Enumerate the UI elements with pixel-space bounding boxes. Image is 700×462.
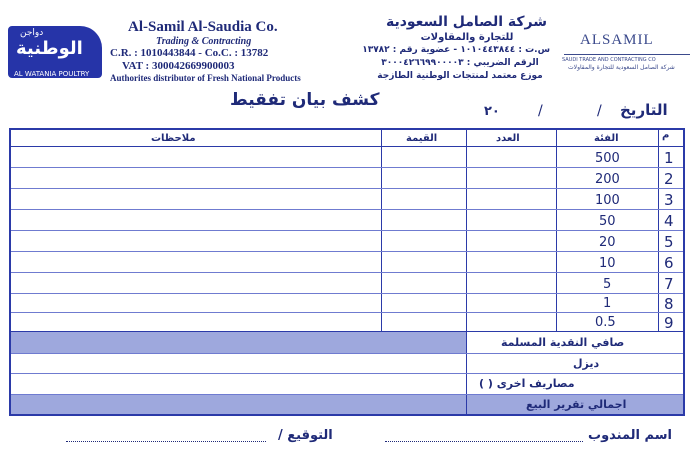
row-index: 2 bbox=[664, 170, 674, 188]
date-label: التاريخ bbox=[620, 101, 668, 119]
row-denomination: 500 bbox=[595, 151, 620, 166]
company-subtitle-en: Trading & Contracting bbox=[156, 36, 252, 47]
row-denomination: 200 bbox=[595, 172, 620, 187]
row-divider bbox=[11, 373, 683, 374]
row-index: 6 bbox=[664, 254, 674, 272]
row-denomination: 50 bbox=[599, 214, 616, 229]
header-denomination: الفئة bbox=[594, 133, 619, 144]
row-denomination: 20 bbox=[599, 235, 616, 250]
row-divider bbox=[11, 293, 683, 294]
page-title: كشف بيان تفقيط bbox=[230, 90, 380, 110]
alsamil-logo-arabic: شركة الصامل السعودية للتجارة والمقاولات bbox=[568, 64, 675, 71]
company-tax-ar: الرقم الضريبي : ٣٠٠٠٤٢٦٦٩٩٠٠٠٠٣ bbox=[381, 58, 539, 68]
date-separator-1: / bbox=[597, 103, 602, 119]
company-cr-ar: س.ت : ١٠١٠٤٤٣٨٤٤ - عضوية رقم : ١٣٧٨٢ bbox=[362, 45, 550, 55]
other-expenses-label: مصاريف اخرى ( ) bbox=[479, 377, 575, 390]
row-index: 3 bbox=[664, 191, 674, 209]
date-separator-2: / bbox=[538, 103, 543, 119]
total-label: اجمالي تقرير البيع bbox=[526, 398, 627, 411]
row-divider bbox=[11, 167, 683, 168]
row-index: 8 bbox=[664, 295, 674, 313]
total-value-cell bbox=[11, 395, 466, 414]
row-divider bbox=[11, 272, 683, 273]
diesel-label: ديزل bbox=[573, 357, 600, 370]
company-name-ar: شركة الصامل السعودية bbox=[385, 14, 547, 30]
net-cash-value-cell bbox=[11, 332, 466, 353]
logo-sub-text: AL WATANIA POULTRY bbox=[14, 70, 90, 78]
row-divider bbox=[11, 251, 683, 252]
rep-name-label: اسم المندوب bbox=[588, 428, 672, 443]
alsamil-logo-tagline: SAUDI TRADE AND CONTRACTING CO bbox=[562, 57, 656, 63]
row-index: 7 bbox=[664, 275, 674, 293]
logo-main-text: الوطنية bbox=[16, 38, 83, 59]
net-cash-label: صافي النقدية المسلمة bbox=[501, 336, 625, 349]
signature-label: التوقيع / bbox=[278, 428, 333, 443]
company-distributor-en: Authorites distributor of Fresh National Products bbox=[110, 73, 301, 83]
header-count: العدد bbox=[496, 133, 520, 144]
row-index: 5 bbox=[664, 233, 674, 251]
row-divider bbox=[11, 353, 683, 354]
company-subtitle-ar: للتجارة والمقاولات bbox=[420, 32, 514, 43]
row-divider bbox=[11, 230, 683, 231]
row-divider bbox=[11, 209, 683, 210]
rep-name-line bbox=[385, 441, 583, 442]
company-vat-en: VAT : 300042669900003 bbox=[122, 60, 235, 72]
alsamil-logo-name: ALSAMIL bbox=[580, 32, 654, 48]
alsamil-logo-divider bbox=[564, 54, 690, 55]
header-notes: ملاحظات bbox=[151, 133, 196, 144]
date-year-prefix: ٢٠ bbox=[484, 104, 500, 119]
header-index: م bbox=[662, 130, 670, 141]
row-divider bbox=[11, 146, 683, 147]
company-cr-en: C.R. : 1010443844 - Co.C. : 13782 bbox=[110, 47, 269, 59]
signature-line bbox=[66, 441, 266, 442]
company-distributor-ar: موزع معتمد لمنتجات الوطنية الطازجة bbox=[377, 71, 543, 81]
row-denomination: 5 bbox=[603, 277, 612, 292]
row-divider bbox=[11, 312, 683, 313]
cash-count-table bbox=[9, 128, 685, 416]
row-index: 4 bbox=[664, 212, 674, 230]
logo-small-text: دواجن bbox=[20, 28, 44, 38]
row-denomination: 10 bbox=[599, 256, 616, 271]
company-name-en: Al-Samil Al-Saudia Co. bbox=[128, 19, 278, 35]
row-denomination: 100 bbox=[595, 193, 620, 208]
row-denomination: 0.5 bbox=[595, 315, 616, 330]
row-index: 1 bbox=[664, 149, 674, 167]
header-value: القيمة bbox=[406, 133, 438, 144]
row-index: 9 bbox=[664, 314, 674, 332]
row-divider bbox=[11, 188, 683, 189]
row-denomination: 1 bbox=[603, 296, 612, 311]
